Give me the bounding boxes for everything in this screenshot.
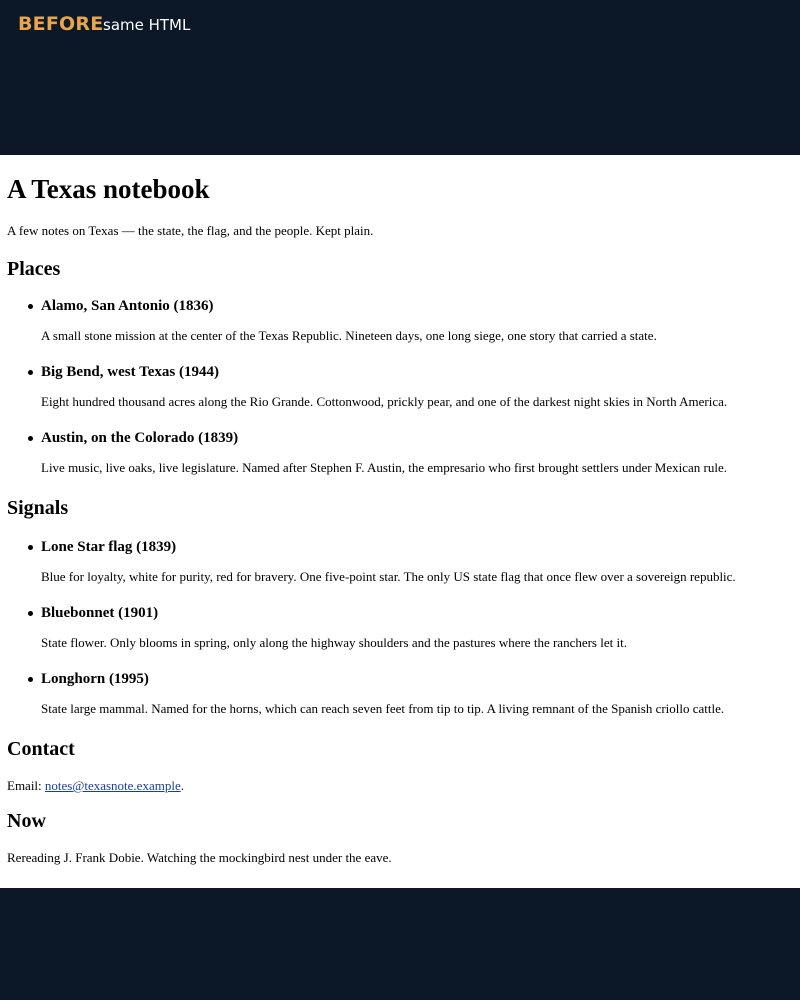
- item-title: Lone Star flag (1839): [41, 539, 177, 555]
- email-suffix: .: [180, 778, 184, 793]
- signals-list: [0, 536, 800, 734]
- item-description: Blue for loyalty, white for purity, red for bravery. One five-point star. The only US state flag that once flew over a sovereign republic.: [41, 569, 736, 584]
- document-page: [0, 155, 800, 888]
- item-title: Longhorn (1995): [41, 671, 149, 687]
- section-heading-now: Now: [7, 810, 46, 832]
- item-title: Alamo, San Antonio (1836): [41, 298, 214, 314]
- section-heading-contact: Contact: [7, 738, 75, 760]
- item-description: Live music, live oaks, live legislature. Named after Stephen F. Austin, the empresario who first brought settlers under Mexican rule.: [41, 460, 727, 475]
- list-item: [0, 361, 800, 427]
- intro-text: A few notes on Texas — the state, the flag, and the people. Kept plain.: [7, 223, 374, 238]
- bottom-band: [0, 888, 800, 1000]
- item-description: Eight hundred thousand acres along the Rio Grande. Cottonwood, prickly pear, and one of the darkest night skies in North America.: [41, 394, 728, 409]
- list-item: [0, 427, 800, 493]
- bullet-icon: [28, 370, 33, 375]
- list-item: [0, 536, 800, 602]
- places-list: [0, 295, 800, 493]
- list-item: [0, 668, 800, 734]
- email-prefix: Email:: [7, 778, 45, 793]
- list-item: [0, 602, 800, 668]
- section-heading-places: Places: [7, 258, 61, 280]
- before-label: BEFORE: [18, 13, 104, 35]
- now-text: Rereading J. Frank Dobie. Watching the mockingbird nest under the eave.: [7, 850, 392, 865]
- top-banner: [0, 0, 800, 155]
- bullet-icon: [28, 677, 33, 682]
- banner-sublabel: same HTML: [103, 16, 191, 34]
- bullet-icon: [28, 436, 33, 441]
- contact-line: [7, 778, 184, 794]
- bullet-icon: [28, 611, 33, 616]
- bullet-icon: [28, 545, 33, 550]
- item-title: Big Bend, west Texas (1944): [41, 364, 219, 380]
- list-item: [0, 295, 800, 361]
- item-title: Bluebonnet (1901): [41, 605, 159, 621]
- item-description: State large mammal. Named for the horns, which can reach seven feet from tip to tip. A living remnant of the Spanish criollo cattle.: [41, 701, 725, 716]
- section-heading-signals: Signals: [7, 497, 69, 519]
- item-description: A small stone mission at the center of the Texas Republic. Nineteen days, one long siege, one story that carried a state.: [41, 328, 657, 343]
- item-title: Austin, on the Colorado (1839): [41, 430, 239, 446]
- page-title: A Texas notebook: [7, 174, 210, 204]
- email-link[interactable]: notes@texasnote.example: [44, 778, 181, 793]
- bullet-icon: [28, 304, 33, 309]
- item-description: State flower. Only blooms in spring, only along the highway shoulders and the pastures where the ranchers let it.: [41, 635, 627, 650]
